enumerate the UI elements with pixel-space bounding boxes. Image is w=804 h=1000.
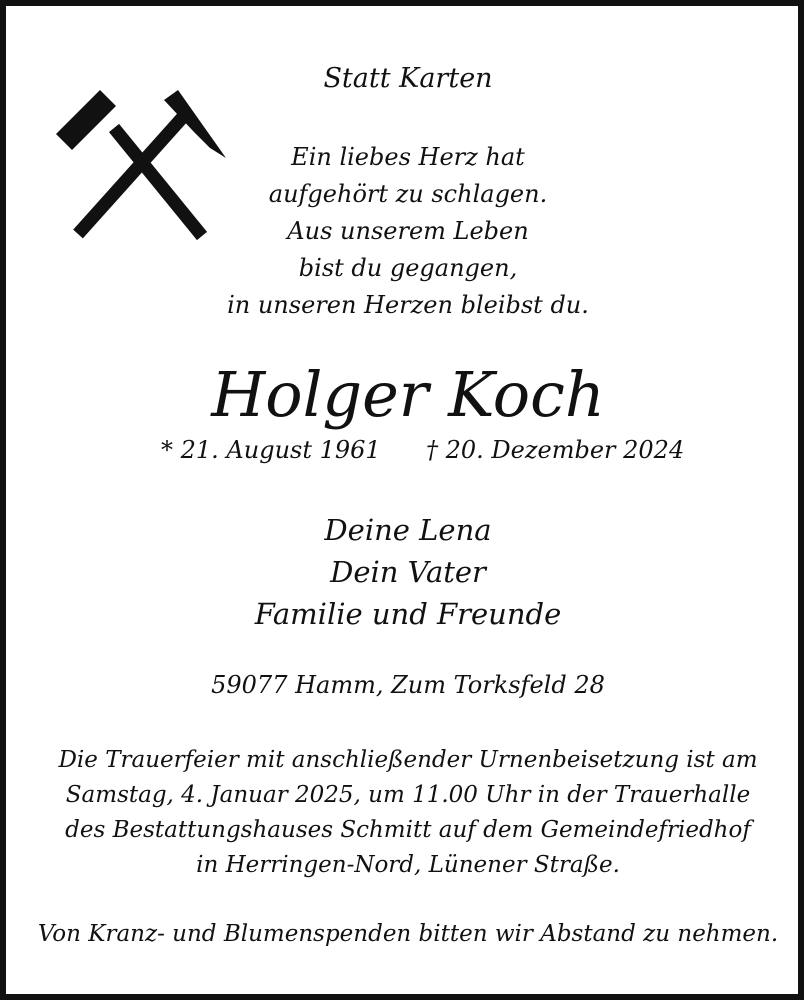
funeral-info-line: Samstag, 4. Januar 2025, um 11.00 Uhr in der Trauerhalle bbox=[65, 782, 751, 808]
poem-line: bist du gegangen, bbox=[298, 254, 518, 282]
closing-note: Von Kranz- und Blumenspenden bitten wir Abstand zu nehmen. bbox=[37, 921, 779, 947]
funeral-info-line: in Herringen-Nord, Lünener Straße. bbox=[196, 852, 620, 878]
poem-line: aufgehört zu schlagen. bbox=[268, 180, 548, 208]
poem-line: Ein liebes Herz hat bbox=[291, 143, 525, 171]
funeral-info-line: Die Trauerfeier mit anschließender Urnenbeisetzung ist am bbox=[58, 747, 758, 773]
poem bbox=[6, 139, 804, 324]
mourners-list bbox=[6, 509, 804, 635]
poem-line: in unseren Herzen bleibst du. bbox=[227, 291, 589, 319]
life-dates bbox=[6, 436, 804, 472]
mourner: Deine Lena bbox=[324, 513, 492, 547]
mourner: Familie und Freunde bbox=[254, 597, 562, 631]
poem-line: Aus unserem Leben bbox=[287, 217, 529, 245]
birth-date: * 21. August 1961 bbox=[161, 436, 381, 464]
header-text: Statt Karten bbox=[323, 63, 493, 94]
deceased-name: Holger Koch bbox=[211, 358, 605, 431]
funeral-info bbox=[6, 743, 804, 883]
address: 59077 Hamm, Zum Torksfeld 28 bbox=[211, 671, 605, 699]
mourner: Dein Vater bbox=[330, 555, 486, 589]
death-date: † 20. Dezember 2024 bbox=[426, 436, 685, 464]
funeral-info-line: des Bestattungshauses Schmitt auf dem Gemeindefriedhof bbox=[65, 817, 751, 843]
